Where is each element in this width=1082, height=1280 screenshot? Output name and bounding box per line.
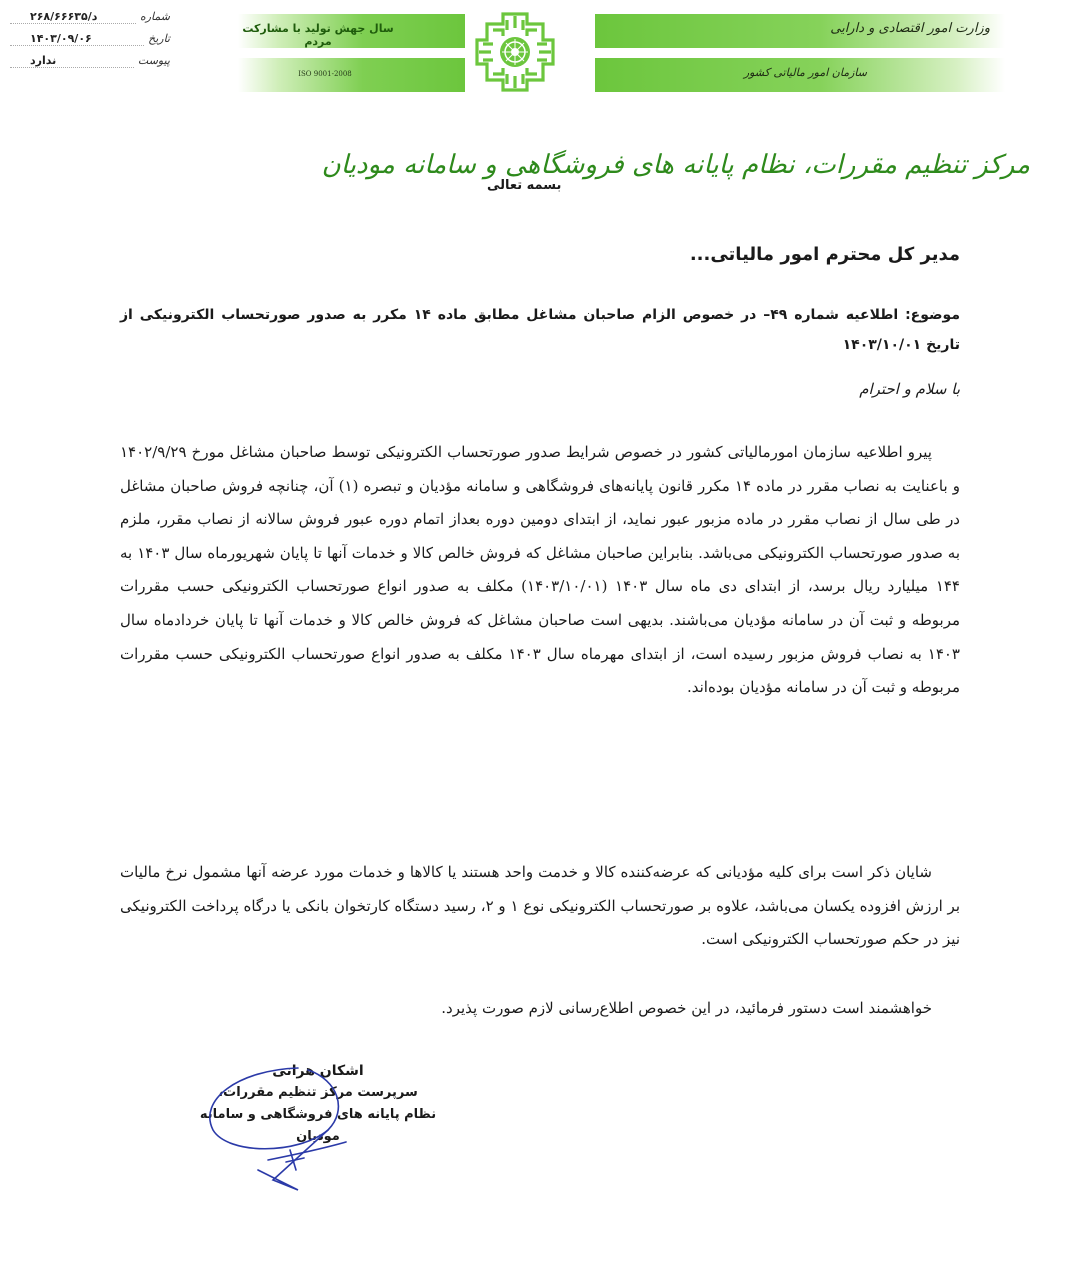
- center-title: مرکز تنظیم مقررات، نظام پایانه های فروشگاهی و سامانه مودیان: [321, 150, 1030, 180]
- reference-attachment-row: [10, 54, 170, 76]
- reference-number-row: [10, 10, 170, 32]
- organization-name: سازمان امور مالیاتی کشور: [743, 66, 867, 79]
- reference-number-label: شماره: [139, 10, 170, 23]
- signatory-block: [178, 1060, 458, 1148]
- reference-number-value: د/۲۶۸/۶۶۶۳۵: [10, 10, 136, 24]
- body-paragraph-3: خواهشمند است دستور فرمائید، در این خصوص اطلاع‌رسانی لازم صورت پذیرد.: [441, 999, 932, 1017]
- iso-certification: ISO 9001-2008: [298, 70, 352, 78]
- reference-date-value: ۱۴۰۳/۰۹/۰۶: [10, 32, 144, 46]
- body-paragraph-2: شایان ذکر است برای کلیه مؤدیانی که عرضه‌کننده کالا و خدمت واحد هستند یا کالاها و خدمات مورد عرضه آنها مشمول نرخ مالیات بر ارزش افزوده یکسان می‌باشد، علاوه بر صورتحساب الکترونیکی نوع ۱ و ۲، رسید دستگاه کارتخوان بانکی یا درگاه پرداخت الکترونیکی نیز در حکم صورتحساب الکترونیکی است.: [120, 863, 961, 949]
- year-slogan: سال جهش تولید با مشارکت مردم: [242, 22, 394, 48]
- subject-line: موضوع: اطلاعیه شماره ۴۹– در خصوص الزام صاحبان مشاغل مطابق ماده ۱۴ مکرر به صدور صورتحساب الکترونیکی از تاریخ ۱۴۰۳/۱۰/۰۱: [120, 307, 960, 353]
- addressee: مدیر کل محترم امور مالیاتی...: [689, 244, 960, 265]
- reference-attachment-label: پیوست: [137, 54, 170, 67]
- reference-date-row: [10, 32, 170, 54]
- signatory-title-line-1: سرپرست مرکز تنظیم مقررات،: [218, 1085, 418, 1100]
- invocation: بسمه تعالی: [487, 178, 562, 193]
- ministry-name: وزارت امور اقتصادی و دارایی: [830, 21, 990, 36]
- signatory-title-line-2: نظام پایانه های فروشگاهی و سامانه مودیان: [199, 1107, 437, 1144]
- reference-attachment-value: ندارد: [10, 54, 134, 68]
- reference-block: [10, 10, 170, 76]
- reference-date-label: تاریخ: [148, 32, 170, 45]
- greeting: با سلام و احترام: [859, 380, 960, 398]
- body-paragraph-1: پیرو اطلاعیه سازمان امورمالیاتی کشور در خصوص شرایط صدور صورتحساب الکترونیکی توسط صاحبان مشاغل مورخ ۱۴۰۲/۹/۲۹ و باعنایت به نصاب مقرر در ماده ۱۴ مکرر قانون پایانه‌های فروشگاهی و سامانه مؤدیان و تبصره (۱) آن، چنانچه فروش صاحبان مشاغل در طی سال از نصاب مقرر در ماده مزبور عبور نماید، از ابتدای دومین دوره بعداز اتمام دوره عبور فروش سالانه از نصاب مقرر، ملزم به صدور صورتحساب الکترونیکی می‌باشد. بنابراین صاحبان مشاغل که فروش خالص کالا و خدمات آنها تا پایان شهریورماه سال ۱۴۰۳ به ۱۴۴ میلیارد ریال برسد، از ابتدای دی ماه سال ۱۴۰۳ (۱۴۰۳/۱۰/۰۱) مکلف به صدور انواع صورتحساب الکترونیکی حسب مقررات مربوطه و ثبت آن در سامانه مؤدیان می‌باشند. بدیهی است صاحبان مشاغل که فروش خالص کالا و خدمات آنها تا پایان خردادماه سال ۱۴۰۳ به نصاب فروش مزبور رسیده است، از ابتدای مهرماه سال ۱۴۰۳ مکلف به صدور انواع صورتحساب الکترونیکی حسب مقررات مربوطه و ثبت آن در سامانه مؤدیان بوده‌اند.: [120, 443, 960, 697]
- signatory-name: اشکان هرانی: [272, 1063, 364, 1079]
- tax-organization-logo-icon: [473, 10, 557, 94]
